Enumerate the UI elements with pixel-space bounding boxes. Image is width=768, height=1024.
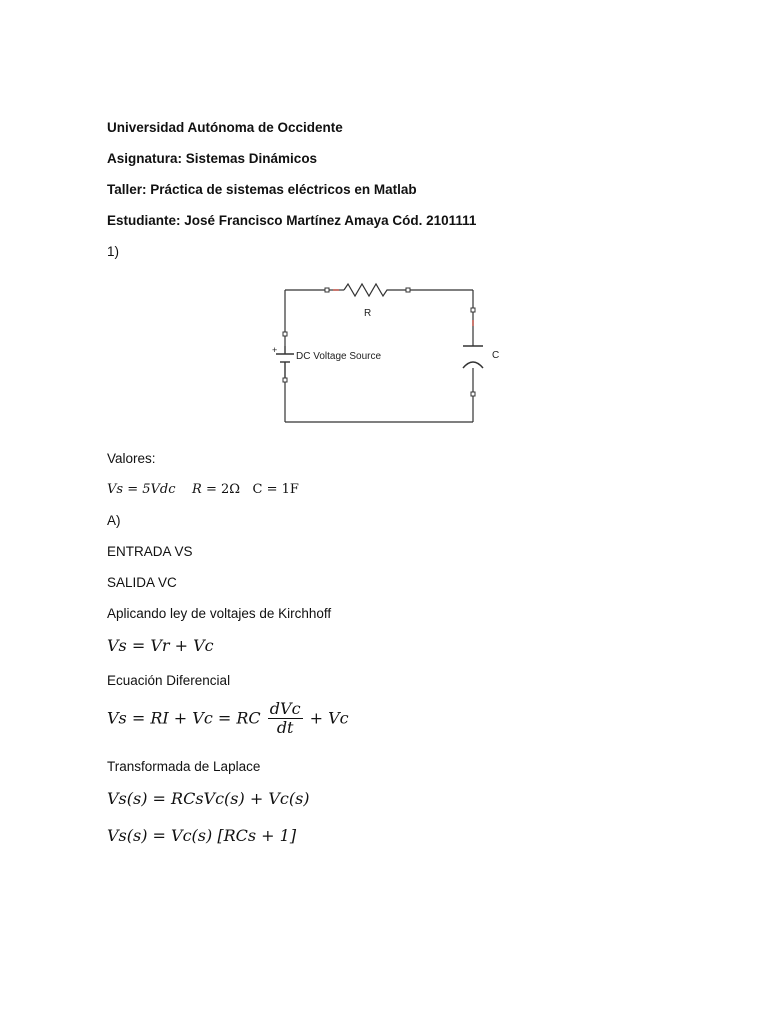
diff-eq-left: Vs = RI + Vc = RC — [107, 708, 261, 728]
university-title: Universidad Autónoma de Occidente — [107, 120, 343, 135]
capacitor-symbol — [463, 346, 483, 368]
source-plus-sign: + — [272, 345, 278, 355]
source-label: DC Voltage Source — [296, 351, 382, 362]
values-heading: Valores: — [107, 451, 156, 466]
laplace-heading: Transformada de Laplace — [107, 759, 261, 774]
section-number: 1) — [107, 244, 120, 259]
laplace-equation-2: Vs(s) = Vc(s) [RCs + 1] — [107, 826, 297, 845]
laplace-equation-1: Vs(s) = RCsVc(s) + Vc(s) — [107, 789, 310, 808]
vs-value: 5Vdc — [142, 482, 176, 497]
vs-symbol: Vs — [107, 482, 124, 497]
workshop-line: Taller: Práctica de sistemas eléctricos en Matlab — [107, 182, 417, 197]
fraction-numerator: dVc — [269, 699, 301, 718]
resistor-symbol — [344, 284, 390, 296]
student-line: Estudiante: José Francisco Martínez Amaya Cód. 2101111 — [107, 213, 477, 228]
kirchhoff-text: Aplicando ley de voltajes de Kirchhoff — [107, 606, 332, 621]
rc-circuit-diagram — [260, 272, 510, 432]
resistor-label: R — [364, 308, 372, 319]
diff-eq-heading: Ecuación Diferencial — [107, 673, 231, 688]
input-label: ENTRADA VS — [107, 544, 193, 559]
capacitor-label: C — [492, 350, 500, 361]
differential-equation — [107, 700, 349, 738]
c-value: 1F — [281, 482, 299, 497]
part-a-label: A) — [107, 513, 121, 528]
subject-line: Asignatura: Sistemas Dinámicos — [107, 151, 318, 166]
derivative-fraction — [268, 700, 303, 738]
output-label: SALIDA VC — [107, 575, 177, 590]
kirchhoff-equation: Vs = Vr + Vc — [107, 636, 214, 655]
diff-eq-right: + Vc — [309, 708, 349, 728]
values-equation: Vs = 5Vdc R = 2Ω C = 1F — [107, 482, 299, 497]
r-symbol: R — [192, 482, 202, 497]
fraction-denominator: dt — [276, 718, 294, 738]
connection-ports — [283, 288, 475, 396]
c-symbol: C — [252, 482, 263, 497]
r-value: 2Ω — [221, 482, 241, 497]
dc-source-symbol — [276, 346, 294, 378]
